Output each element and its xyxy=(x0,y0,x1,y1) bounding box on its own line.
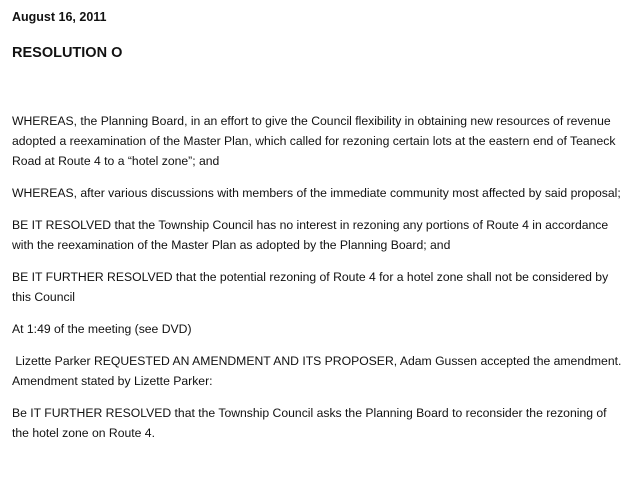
paragraph-be-it-resolved: BE IT RESOLVED that the Township Council has no interest in rezoning any portions of Route 4 in accordance with the reexamination of the Master Plan as adopted by the Planning Board; and xyxy=(12,218,612,252)
paragraph-whereas-planning-board: WHEREAS, the Planning Board, in an effort to give the Council flexibility in obtaining new resources of revenue adopted a reexamination of the Master Plan, which called for rezoning certain lots at the eastern end of Teaneck Road at Route 4 to a “hotel zone”; and xyxy=(12,114,619,168)
paragraph-meeting-time: At 1:49 of the meeting (see DVD) xyxy=(12,322,192,336)
paragraph-amendment-request: Lizette Parker REQUESTED AN AMENDMENT AND ITS PROPOSER, Adam Gussen accepted the amendment. Amendment stated by Lizette Parker: xyxy=(12,354,628,388)
document-body xyxy=(12,111,628,443)
paragraph-whereas-discussions: WHEREAS, after various discussions with members of the immediate community most affected by said proposal; xyxy=(12,186,621,200)
paragraph-further-resolved: BE IT FURTHER RESOLVED that the potential rezoning of Route 4 for a hotel zone shall not be considered by this Council xyxy=(12,270,612,304)
document-title: RESOLUTION O xyxy=(12,45,123,61)
document-page xyxy=(12,8,628,455)
paragraph-amended-resolution: Be IT FURTHER RESOLVED that the Township Council asks the Planning Board to reconsider the rezoning of the hotel zone on Route 4. xyxy=(12,406,610,440)
document-date: August 16, 2011 xyxy=(12,10,107,24)
